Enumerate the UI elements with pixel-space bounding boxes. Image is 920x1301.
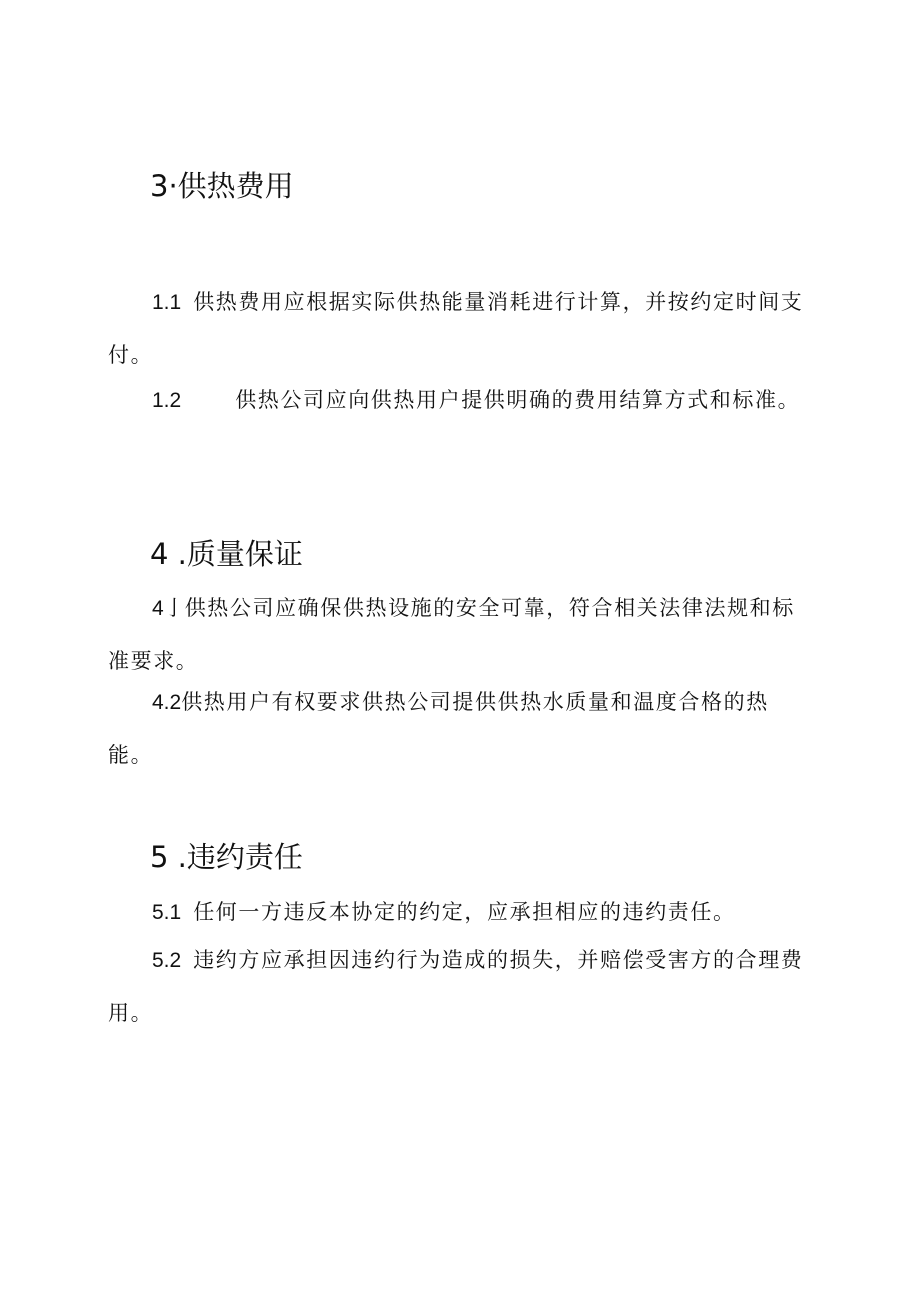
clause-4-2 xyxy=(108,676,808,781)
section-3-heading: 3·供热费用 xyxy=(150,169,294,203)
clause-4-1 xyxy=(108,582,808,687)
clause-1-1 xyxy=(108,276,808,381)
clause-5-1 xyxy=(108,886,808,939)
section-4-heading: 4 .质量保证 xyxy=(150,537,303,571)
clause-number: 1.2 xyxy=(152,389,182,412)
clause-text: 供热公司应确保供热设施的安全可靠，符合相关法律法规和标准要求。 xyxy=(108,596,795,673)
clause-text: 供热用户有权要求供热公司提供供热水质量和温度合格的热能。 xyxy=(108,690,769,767)
clause-number: 5.1 xyxy=(152,901,182,924)
clause-text: 任何一方违反本协定的约定，应承担相应的违约责任。 xyxy=(193,900,736,924)
section-5-heading: 5 .违约责任 xyxy=(150,840,303,874)
clause-5-2 xyxy=(108,934,808,1039)
clause-number: 4亅 xyxy=(152,597,185,620)
clause-text: 供热公司应向供热用户提供明确的费用结算方式和标准。 xyxy=(235,388,801,412)
clause-1-2 xyxy=(108,374,808,427)
clause-number: 4.2 xyxy=(152,691,182,714)
clause-text: 供热费用应根据实际供热能量消耗进行计算，并按约定时间支付。 xyxy=(108,290,804,367)
clause-number: 1.1 xyxy=(152,291,182,314)
clause-text: 违约方应承担因违约行为造成的损失，并赔偿受害方的合理费用。 xyxy=(108,948,804,1025)
clause-number: 5.2 xyxy=(152,949,182,972)
